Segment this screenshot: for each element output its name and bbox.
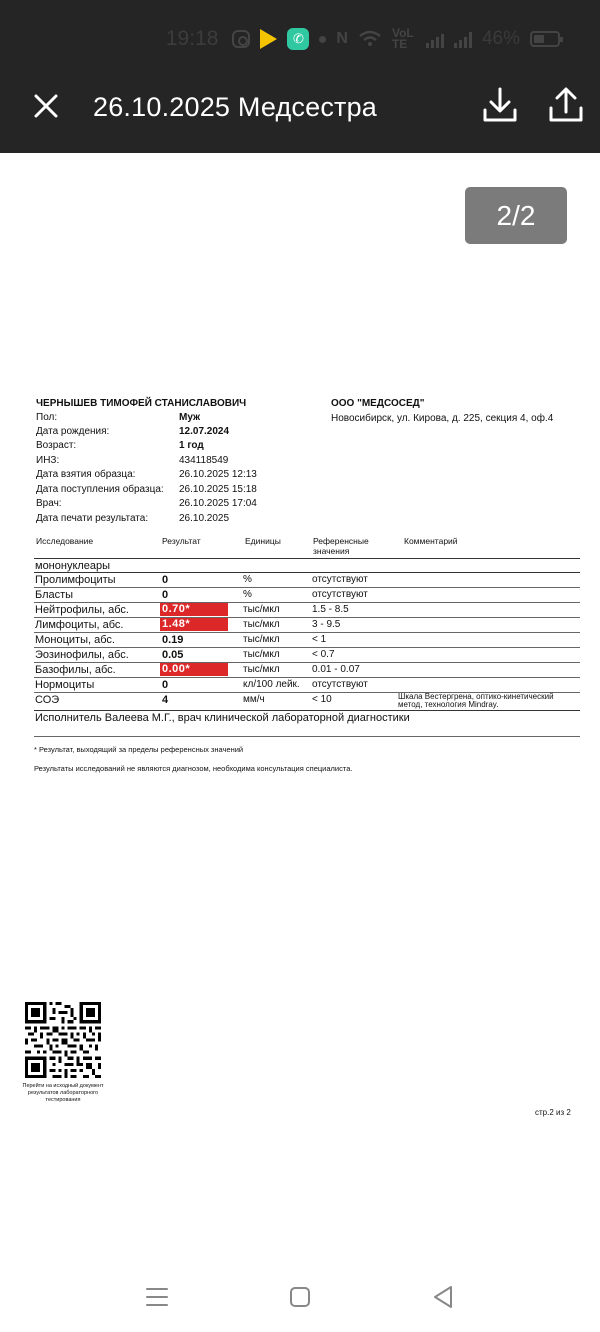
flagged-result: 0.00* [160,663,228,676]
col-test: Исследование [36,536,94,546]
table-row: Бласты 0 % отсутствуют [35,589,368,601]
patient-name: ЧЕРНЫШЕВ ТИМОФЕЙ СТАНИСЛАВОВИЧ [36,398,247,409]
battery-percent: 46% [481,28,520,49]
qr-caption: Перейти на исходный документ результатов лабораторного тестирования [22,1083,104,1103]
flagged-result: 1.48* [160,618,228,631]
col-reference: Референсные значения [313,536,369,556]
page-indicator: 2/2 [465,187,567,244]
phone-icon: ✆ [287,28,309,50]
status-bar [166,26,560,52]
home-icon[interactable] [289,1286,311,1308]
table-row: Эозинофилы, абс. 0.05 тыс/мкл < 0.7 [35,649,335,661]
divider [34,710,580,711]
wifi-icon [358,30,382,48]
organization [331,398,553,424]
signal-2-icon [454,30,472,48]
table-row: Нормоциты 0 кл/100 лейк. отсутствуют [35,679,368,691]
download-icon[interactable] [482,86,518,124]
footnote-disclaimer: Результаты исследований не являются диагнозом, необходима консультация специалиста. [34,764,353,773]
table-row: Лимфоциты, абс. 1.48* тыс/мкл 3 - 9.5 [35,618,341,631]
col-result: Результат [162,536,201,546]
org-name: ООО "МЕДСОСЕД" [331,398,425,409]
table-row: Моноциты, абс. 0.19 тыс/мкл < 1 [35,634,327,646]
notification-dot-icon [319,36,326,43]
instagram-icon [232,30,250,48]
flagged-result: 0.70* [160,603,228,616]
qr-code[interactable] [25,1002,101,1078]
org-address: Новосибирск, ул. Кирова, д. 225, секция 4, оф.4 [331,413,554,424]
share-icon[interactable] [548,86,584,124]
divider [34,558,580,559]
status-time: 19:18 [165,27,219,50]
col-comment: Комментарий [404,536,458,546]
volte-label: VoLTE [391,26,414,51]
table-row: Пролимфоциты 0 % отсутствуют [35,574,368,586]
table-row: Нейтрофилы, абс. 0.70* тыс/мкл 1.5 - 8.5 [35,603,349,616]
system-nav-bar [0,1262,600,1332]
table-row: Базофилы, абс. 0.00* тыс/мкл 0.01 - 0.07 [35,663,360,676]
table-row: СОЭ 4 мм/ч < 10 Шкала Вестергрена, оптико-кинетический метод, технология Mindray. [35,692,554,709]
nfc-icon: N [336,30,348,47]
section-label: мононуклеары [35,560,111,572]
recent-apps-icon[interactable] [145,1286,169,1308]
page-footer: стр.2 из 2 [535,1108,571,1117]
executor: Исполнитель Валеева М.Г., врач клинической лабораторной диагностики [35,712,410,724]
page-title: 26.10.2025 Медсестра [93,92,378,122]
battery-icon [530,31,560,47]
play-icon [260,29,277,49]
top-app-bar [0,0,600,153]
footnote-out-of-range: * Результат, выходящий за пределы референсных значений [34,745,244,754]
table-header [36,536,580,558]
signal-icon [426,30,444,48]
close-icon[interactable] [30,90,62,122]
divider [34,736,580,737]
col-units: Единицы [245,536,281,546]
back-icon[interactable] [431,1284,455,1310]
